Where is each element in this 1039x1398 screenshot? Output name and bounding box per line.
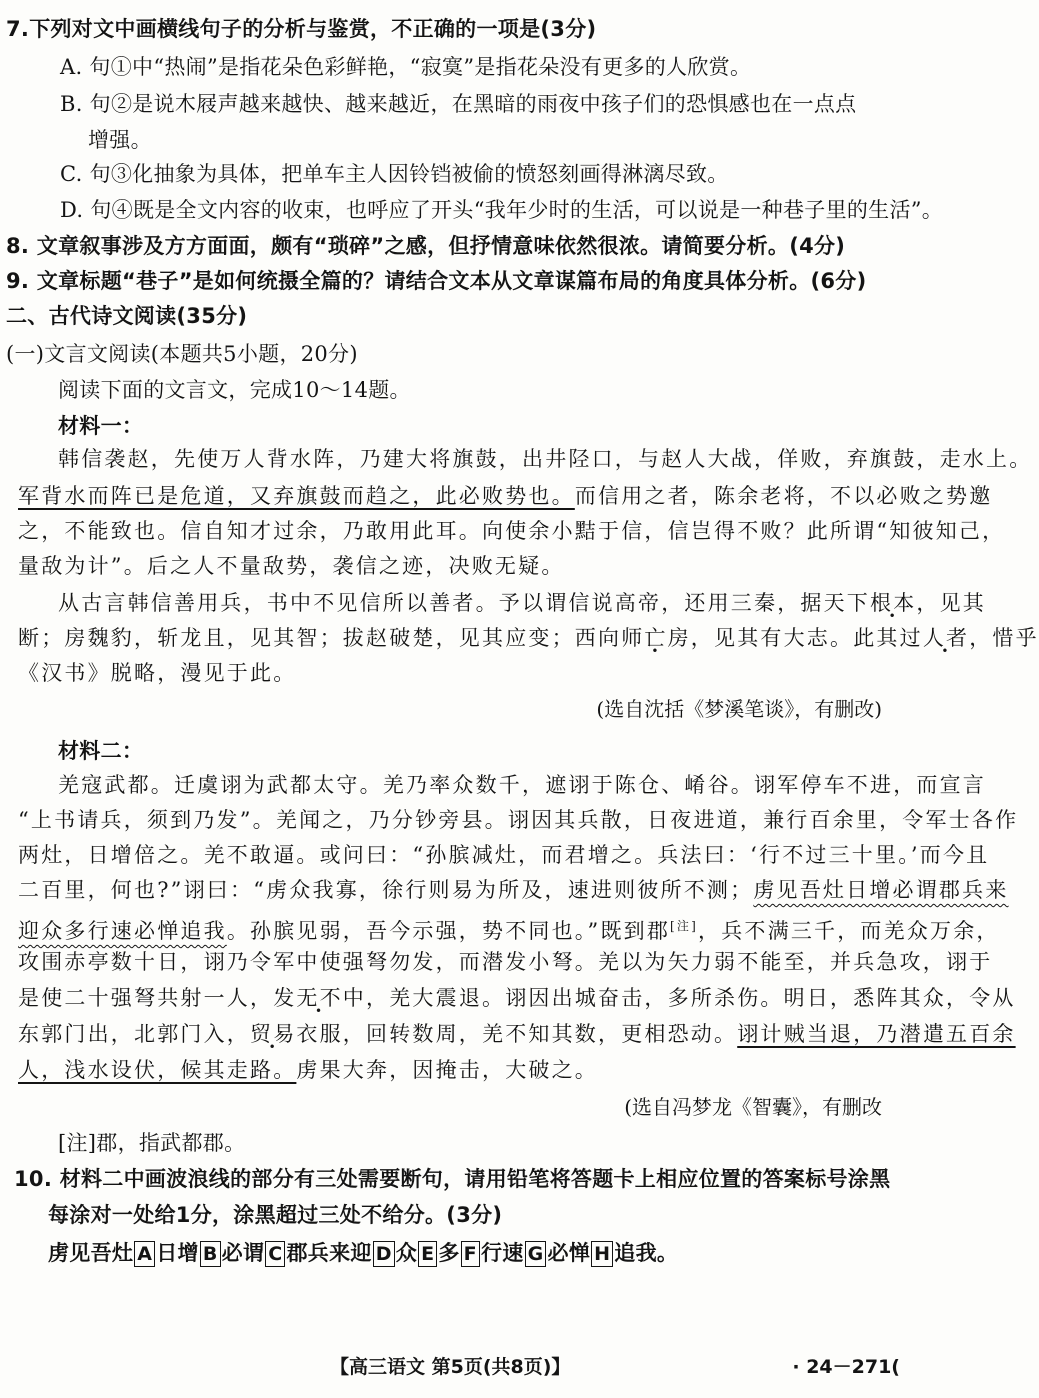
- seg-7: 行速: [480, 1241, 524, 1265]
- footnote: [注]郡，指武都郡。: [58, 1131, 246, 1155]
- m2-line-7: [18, 983, 1016, 1013]
- m2-line-4-a: 二百里，何也?”诩曰：“虏众我寡，徐行则易为所及，速进则彼所不测；: [18, 878, 754, 902]
- answer-mark-g[interactable]: G: [525, 1241, 547, 1267]
- m1-line-5-c: ，见其: [916, 591, 987, 615]
- m1-line-3: 之，不能致也。信自知才过余，乃敢用此耳。向使余小黠于信，信岂得不败？此所谓“知彼知己，: [18, 519, 1006, 543]
- footer-exam-code: · 24－271(: [792, 1356, 900, 1378]
- answer-mark-b[interactable]: B: [200, 1241, 221, 1267]
- m2-line-7-c: ，羌大震退。诩因出城奋击，多所杀伤。明日，悉阵其众，令从: [366, 986, 1016, 1010]
- seg-5: 众: [395, 1241, 418, 1265]
- dotted-word-renzhe: 人者: [922, 626, 970, 650]
- page-footer: [0, 1352, 900, 1382]
- seg-4: 郡兵来迎: [286, 1241, 372, 1265]
- m1-line-2: [18, 481, 992, 511]
- m2-line-5: [18, 911, 1000, 946]
- q8: 8. 文章叙事涉及方方面面，颇有“琐碎”之感，但抒情意味依然很浓。请简要分析。(4分): [6, 234, 846, 258]
- q10-sentence-with-marks: [48, 1238, 678, 1268]
- m2-line-5-a: 。孙膑见弱，吾今示强，势不同也。”既到郡: [226, 919, 671, 943]
- m2-line-5-b: ，兵不满三千，而羌众万余，: [698, 919, 1000, 943]
- m1-line-5: [58, 588, 986, 618]
- m1-underlined-sentence: 军背水而阵已是危道，又弃旗鼓而趋之，此必败势也。: [18, 484, 575, 508]
- m1-line-5-a: 从古言韩信善用兵，书中不见信所以善者。予以谓信说高帝，还用三秦，据天下: [58, 591, 870, 615]
- answer-mark-h[interactable]: H: [591, 1241, 613, 1267]
- m2-line-8-a: 东郭门出，北郭门入，: [18, 1022, 250, 1046]
- m1-line-7: 《汉书》脱略，漫见于此。: [18, 661, 297, 685]
- q7-option-b-cont: 增强。: [88, 128, 152, 152]
- m2-underlined-sentence-2: 人，浅水设伏，候其走路。: [18, 1058, 297, 1082]
- instruction: 阅读下面的文言文，完成10～14题。: [58, 378, 411, 402]
- m2-line-3: 两灶，日增倍之。羌不敢逼。或问曰：“孙膑减灶，而君增之。兵法曰：‘行不过三十里。’而今且: [18, 843, 990, 867]
- m1-line-6: [18, 623, 1039, 653]
- m2-source: (选自冯梦龙《智囊》，有删改: [624, 1095, 882, 1119]
- dotted-word-maoyi: 贸易: [250, 1022, 297, 1046]
- m1-line-2-text: 而信用之者，陈余老将，不以必败之势邀: [574, 484, 993, 508]
- answer-mark-a[interactable]: A: [134, 1241, 155, 1267]
- m2-line-7-a: 是使二十强弩共射一人，: [18, 986, 274, 1010]
- wavy-underline-segment-2: 迎众多行速必惮追我: [18, 919, 227, 943]
- m1-line-4: 量敌为计”。后之人不量敌势，袭信之迹，决败无疑。: [18, 554, 565, 578]
- material-1-title: 材料一：: [58, 414, 144, 438]
- dotted-phrase-fawubuzhong: 发无不中: [273, 986, 367, 1010]
- material-2-title: 材料二：: [58, 739, 144, 763]
- m1-line-6-c: 房，见其有大志。此其过: [667, 626, 923, 650]
- m2-line-4: [18, 875, 1009, 905]
- m2-line-8-c: 衣服，回转数周，羌不知其数，更相恐动。: [296, 1022, 738, 1046]
- m1-line-6-e: ，惜乎: [969, 626, 1039, 650]
- m2-underlined-sentence-1: 诩计贼当退，乃潜遣五百余: [737, 1022, 1016, 1046]
- seg-9: 追我。: [614, 1241, 679, 1265]
- answer-mark-e[interactable]: E: [418, 1241, 437, 1267]
- answer-mark-f[interactable]: F: [461, 1241, 480, 1267]
- section-2-title: 二、古代诗文阅读(35分): [6, 304, 248, 328]
- seg-2: 日增: [156, 1241, 199, 1265]
- m1-source: (选自沈括《梦溪笔谈》，有删改): [596, 697, 882, 721]
- m2-line-6: 攻围赤亭数十日，诩乃令军中使强弩勿发，而潜发小弩。羌以为矢力弱不能至，并兵急攻，诩于: [18, 950, 993, 974]
- q7-option-b: B. 句②是说木屐声越来越快、越来越近，在黑暗的雨夜中孩子们的恐惧感也在一点点: [60, 92, 857, 116]
- q7-option-a: A. 句①中“热闹”是指花朵色彩鲜艳，“寂寞”是指花朵没有更多的人欣赏。: [60, 55, 752, 79]
- m2-line-2: “上书请兵，须到乃发”。羌闻之，乃分钞旁县。诩因其兵散，日夜进道，兼行百余里，令军士各作: [18, 808, 1019, 832]
- m2-line-9: [18, 1055, 598, 1085]
- seg-6: 多: [438, 1241, 460, 1265]
- dotted-word-wang: 亡: [644, 626, 668, 650]
- m2-line-8: [18, 1019, 1016, 1049]
- q7-stem: 7.下列对文中画横线句子的分析与鉴赏，不正确的一项是(3分): [6, 17, 597, 41]
- seg-3: 必谓: [221, 1241, 265, 1265]
- q10-stem-line-1: 10. 材料二中画波浪线的部分有三处需要断句，请用铅笔将答题卡上相应位置的答案标号涂黑: [14, 1167, 891, 1191]
- seg-1: 虏见吾灶: [48, 1241, 134, 1265]
- m2-line-1: 羌寇武都。迁虞诩为武都太守。羌乃率众数千，遮诩于陈仓、崤谷。诩军停车不进，而宣言: [58, 773, 986, 797]
- q10-stem-line-2: 每涂对一处给1分，涂黑超过三处不给分。(3分): [48, 1203, 503, 1227]
- answer-mark-d[interactable]: D: [373, 1241, 395, 1267]
- footer-page-label: 【高三语文 第5页(共8页)】: [330, 1356, 571, 1378]
- answer-mark-c[interactable]: C: [265, 1241, 285, 1267]
- dotted-word-genben: 根本: [870, 591, 917, 615]
- note-marker: [注]: [670, 919, 699, 933]
- m1-line-6-a: 断；房魏豹，斩龙且，见其智；拔赵破楚，见其应变；西向师: [18, 626, 645, 650]
- q7-option-d: D. 句④既是全文内容的收束，也呼应了开头“我年少时的生活，可以说是一种巷子里的生活”。: [60, 198, 944, 222]
- wavy-underline-segment-1: 虏见吾灶日增必谓郡兵来: [753, 878, 1009, 902]
- q9: 9. 文章标题“巷子”是如何统摄全篇的？请结合文本从文章谋篇布局的角度具体分析。(6分): [6, 269, 867, 293]
- seg-8: 必惮: [547, 1241, 591, 1265]
- m2-line-9-text: 虏果大奔，因掩击，大破之。: [296, 1058, 599, 1082]
- part-1-title: (一)文言文阅读(本题共5小题，20分): [6, 342, 358, 366]
- m1-line-1: 韩信袭赵，先使万人背水阵，乃建大将旗鼓，出井陉口，与赵人大战，佯败，弃旗鼓，走水上。: [58, 447, 1033, 471]
- q7-option-c: C. 句③化抽象为具体，把单车主人因铃铛被偷的愤怒刻画得淋漓尽致。: [60, 162, 729, 186]
